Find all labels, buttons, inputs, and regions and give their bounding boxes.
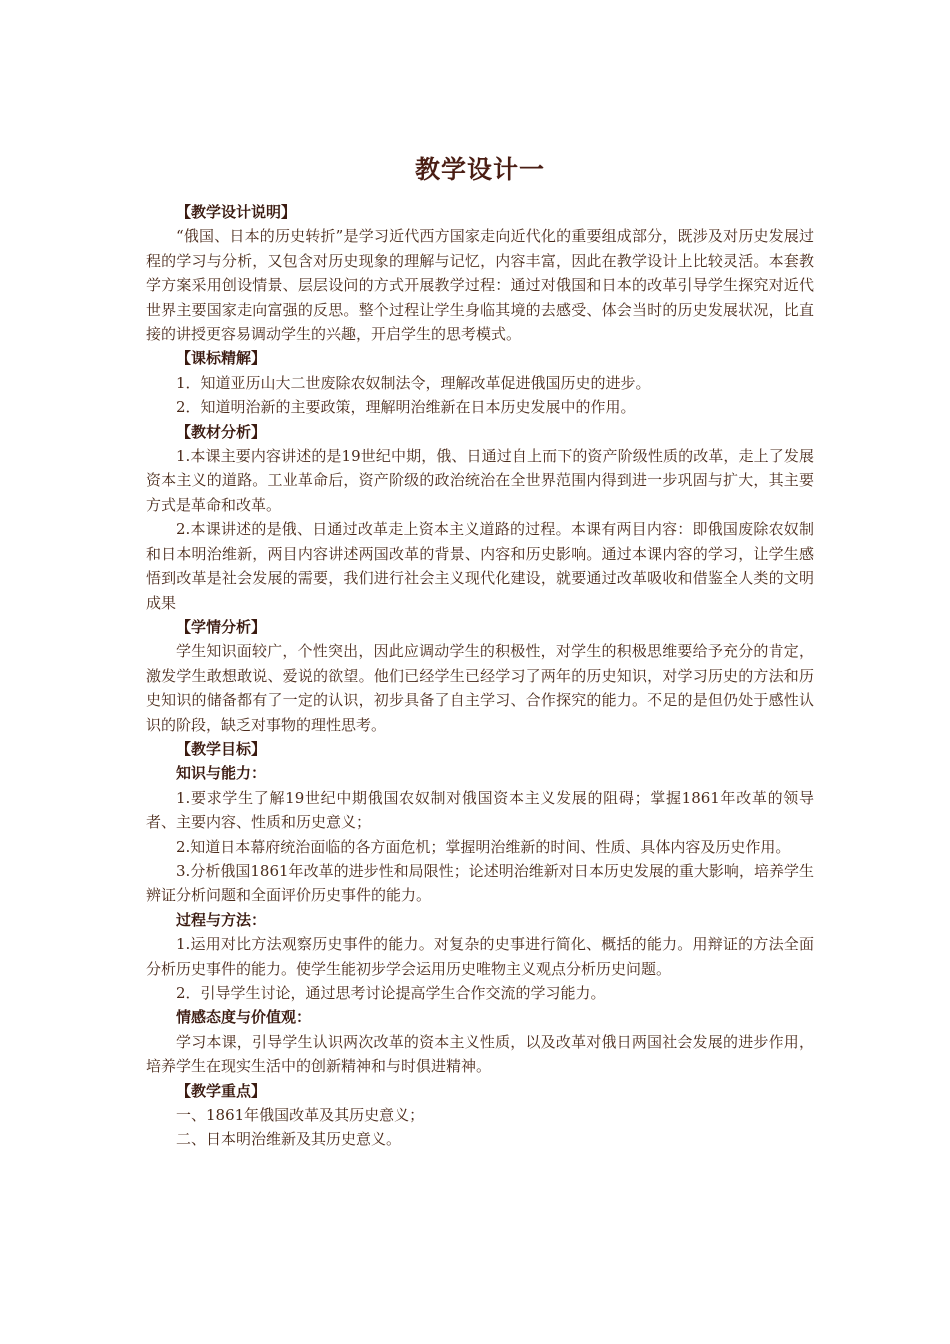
textbook-item: 1.本课主要内容讲述的是19世纪中期，俄、日通过自上而下的资产阶级性质的改革，走上了发展资本主义的道路。工业革命后，资产阶级的政治统治在全世界范围内得到进一步巩固与扩大，其主要方式是革命和改革。	[146, 447, 814, 514]
subheading-values: 情感态度与价值观：	[176, 1008, 312, 1027]
paragraph-values: 学习本课，引导学生认识两次改革的资本主义性质，以及改革对俄日两国社会发展的进步作用，培养学生在现实生活中的创新精神和与时俱进精神。	[146, 1032, 814, 1076]
paragraph-students: 学生知识面较广，个性突出，因此应调动学生的积极性，对学生的积极思维要给予充分的肯定，激发学生敢想敢说、爱说的欲望。他们已经学生已经学习了两年的历史知识，对学习历史的方法和历史知识的储备都有了一定的认识，初步具备了自主学习、合作探究的能力。不足的是但仍处于感性认识的阶段，缺乏对事物的理性思考。	[146, 642, 814, 734]
heading-students: 【学情分析】	[176, 617, 267, 636]
heading-curriculum: 【课标精解】	[176, 349, 267, 368]
knowledge-item: 1.要求学生了解19世纪中期俄国农奴制对俄国资本主义发展的阻碍；掌握1861年改革的领导者、主要内容、性质和历史意义；	[146, 788, 814, 832]
curriculum-item: 2．知道明治新的主要政策，理解明治维新在日本历史发展中的作用。	[176, 398, 636, 417]
heading-textbook: 【教材分析】	[176, 422, 267, 441]
subheading-knowledge: 知识与能力：	[176, 764, 267, 783]
heading-design-note: 【教学设计说明】	[176, 203, 297, 221]
textbook-item: 2.本课讲述的是俄、日通过改革走上资本主义道路的过程。本课有两目内容：即俄国废除农奴制和日本明治维新，两目内容讲述两国改革的背景、内容和历史影响。通过本课内容的学习，让学生感悟到改革是社会发展的需要，我们进行社会主义现代化建设，就要通过改革吸收和借鉴全人类的文明成果	[146, 520, 814, 612]
document-page	[146, 150, 814, 1152]
curriculum-item: 1．知道亚历山大二世废除农奴制法令，理解改革促进俄国历史的进步。	[176, 373, 651, 392]
knowledge-item: 2.知道日本幕府统治面临的各方面危机；掌握明治维新的时间、性质、具体内容及历史作用。	[176, 837, 791, 856]
process-item: 2．引导学生讨论，通过思考讨论提高学生合作交流的学习能力。	[176, 984, 606, 1002]
knowledge-item: 3.分析俄国1861年改革的进步性和局限性；论述明治维新对日本历史发展的重大影响，培养学生辨证分析问题和全面评价历史事件的能力。	[146, 861, 814, 905]
paragraph-design-note: “俄国、日本的历史转折”是学习近代西方国家走向近代化的重要组成部分，既涉及对历史发展过程的学习与分析，又包含对历史现象的理解与记忆，内容丰富，因此在教学设计上比较灵活。本套教学方案采用创设情景、层层设问的方式开展教学过程：通过对俄国和日本的改革引导学生探究对近代世界主要国家走向富强的反思。整个过程让学生身临其境的去感受、体会当时的历史发展状况，比直接的讲授更容易调动学生的兴趣，开启学生的思考模式。	[146, 227, 814, 344]
subheading-process: 过程与方法：	[176, 910, 267, 929]
heading-key-points: 【教学重点】	[176, 1081, 267, 1100]
document-title: 教学设计一	[414, 155, 545, 184]
process-item: 1.运用对比方法观察历史事件的能力。对复杂的史事进行简化、概括的能力。用辩证的方法全面分析历史事件的能力。使学生能初步学会运用历史唯物主义观点分析历史问题。	[146, 935, 814, 978]
key-point-item: 二、日本明治维新及其历史意义。	[176, 1130, 402, 1149]
key-point-item: 一、1861年俄国改革及其历史意义；	[176, 1106, 425, 1125]
heading-goals: 【教学目标】	[176, 739, 267, 758]
